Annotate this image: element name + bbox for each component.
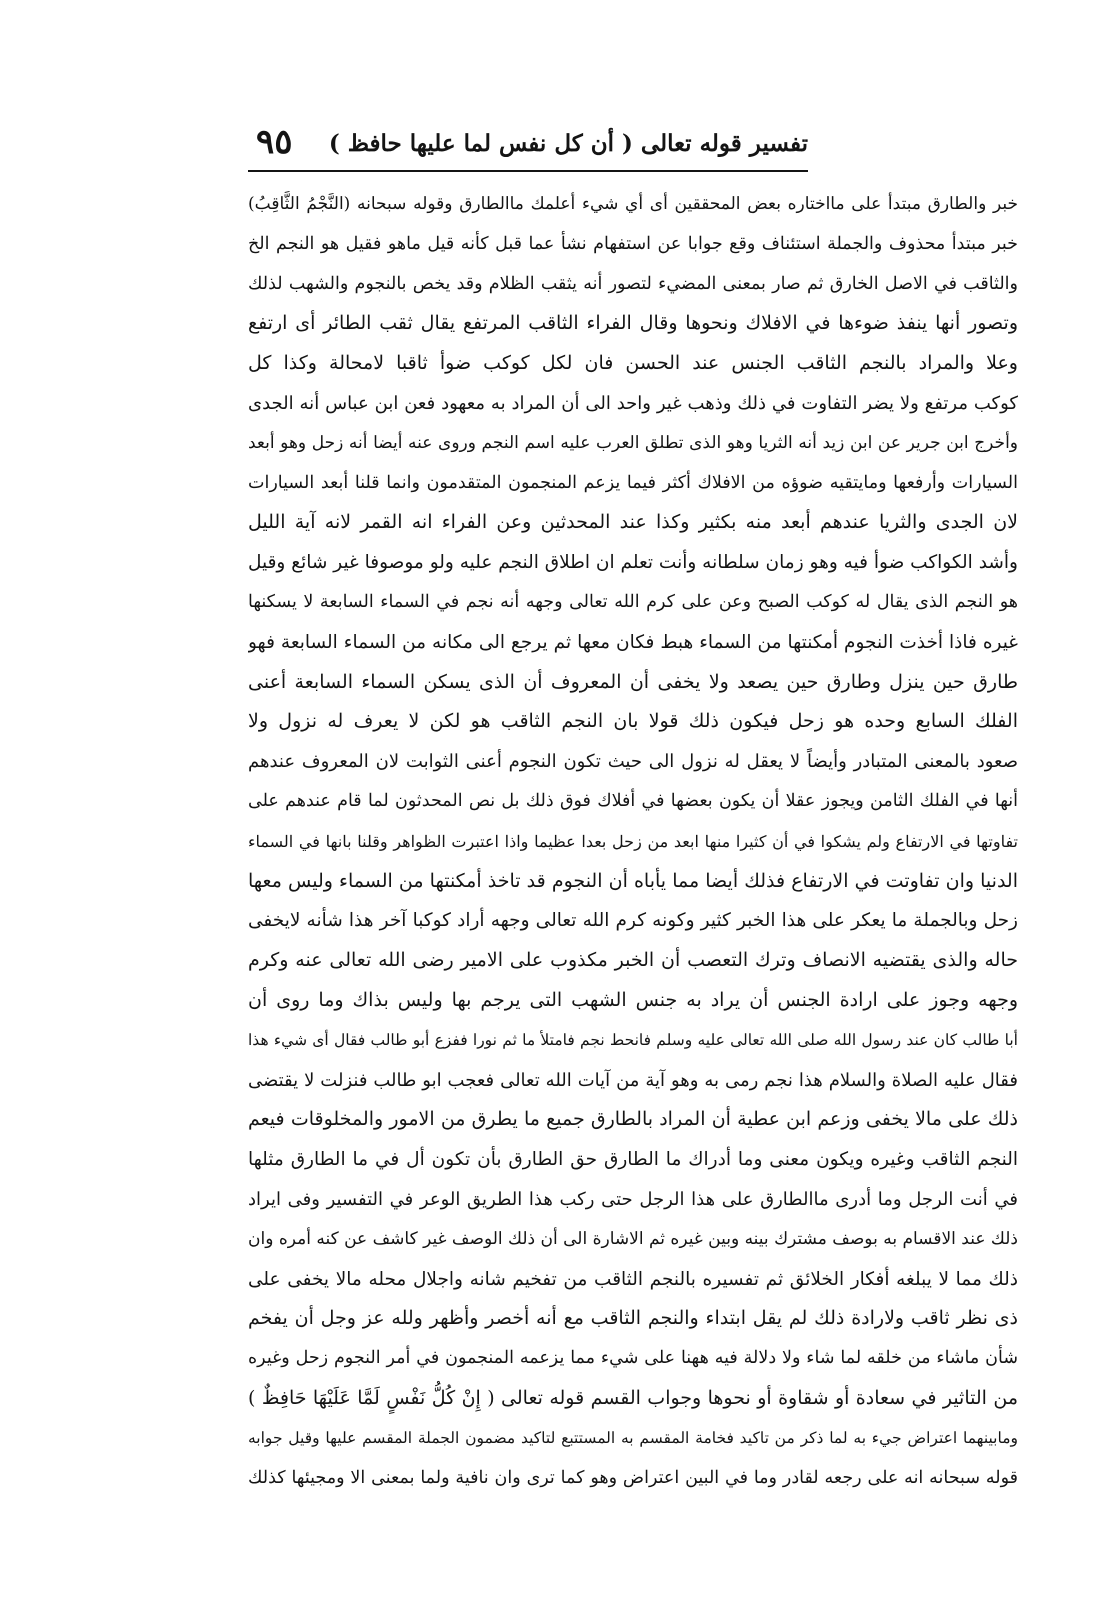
text-line: لان الجدى والثريا عندهم أبعد منه بكثير وكذا عند المحدثين وعن الفراء انه القمر لانه آية الليل [248, 511, 1018, 534]
text-line: أنها في الفلك الثامن ويجوز عقلا أن يكون بعضها في أفلاك فوق ذلك بل نص المحدثون لما قام عندهم على [248, 790, 1018, 811]
text-line: قوله سبحانه انه على رجعه لقادر وما في البين اعتراض وهو كما ترى وان نافية ولما بمعنى الا ومجيئها كذلك [248, 1467, 1018, 1488]
text-line: وتصور أنها ينفذ ضوءها في الافلاك ونحوها وقال الفراء الثاقب المرتفع يقال ثقب الطائر أى ارتفع [248, 312, 1018, 335]
text-line: غيره فاذا أخذت النجوم أمكنتها من السماء هبط فكان معها ثم يرجع الى مكانه من السماء السابعة فهو [248, 631, 1018, 653]
text-line: هو النجم الذى يقال له كوكب الصبح وعن على كرم الله تعالى وجهه أنه نجم في السماء السابعة لا يسكنها [248, 591, 1018, 612]
text-line: الفلك السابع وحده هو زحل فيكون ذلك قولا بان النجم الثاقب هو لكن لا يعرف له نزول ولا [248, 710, 1018, 733]
text-line: تفاوتها في الارتفاع ولم يشكوا في أن كثيرا منها ابعد من زحل بعدا عظيما واذا اعتبرت الظواهر وقلنا بانها في السماء [248, 831, 1018, 851]
text-line: ذى نظر ثاقب ولارادة ذلك لم يقل ابتداء والنجم الثاقب مع أنه أخصر وأظهر ولله عز وجل أن يفخم [248, 1307, 1018, 1330]
text-line: الدنيا وان تفاوتت في الارتفاع فذلك أيضا مما يأباه أن النجوم قد تاخذ أمكنتها من السماء وليس معها [248, 869, 1018, 892]
page-body-text [248, 185, 1018, 1498]
text-line: من التاثير في سعادة أو شقاوة أو نحوها وجواب القسم قوله تعالى ( إِنْ كُلُّ نَفْسٍ لَمَّا عَلَيْهَا حَافِظٌ ) [248, 1386, 1018, 1409]
text-line: زحل وبالجملة ما يعكر على هذا الخبر كثير وكونه كرم الله تعالى وجهه أراد كوكبا آخر هذا شأنه لايخفى [248, 910, 1018, 932]
text-line: وجهه وجوز على ارادة الجنس أن يراد به جنس الشهب التى يرجم بها وليس بذاك وما روى أن [248, 988, 1018, 1011]
text-line: ذلك على مالا يخفى وزعم ابن عطية أن المراد بالطارق جميع ما يطرق من الامور والمخلوقات فيعم [248, 1108, 1018, 1131]
text-line: ومابينهما اعتراض جيء به لما ذكر من تاكيد فخامة المقسم به المستتبع لتاكيد مضمون الجملة المقسم عليها وقيل جوابه [248, 1428, 1018, 1447]
text-line: طارق حين ينزل وطارق حين يصعد ولا يخفى أن المعروف أن الذى يسكن السماء السابعة أعنى [248, 670, 1018, 693]
text-line: ذلك مما لا يبلغه أفكار الخلائق ثم تفسيره بالنجم الثاقب من تفخيم شانه واجلال محله مالا يخفى على [248, 1268, 1018, 1290]
text-line: وأخرج ابن جرير عن ابن زيد أنه الثريا وهو الذى تطلق العرب عليه اسم النجم وروى عنه أيضا أنه زحل وهو أبعد [248, 432, 1018, 453]
text-line: خبر مبتدأ محذوف والجملة استئناف وقع جوابا عن استفهام نشأ عما قبل كأنه قيل ماهو فقيل هو النجم الخ [248, 233, 1018, 254]
text-line: في أنت الرجل وما أدرى ماالطارق على هذا الرجل حتى ركب هذا الطريق الوعر في التفسير وفى ايراد [248, 1188, 1018, 1210]
text-line: صعود بالمعنى المتبادر وأيضاً لا يعقل له نزول الى حيث تكون النجوم أعنى الثوابت لان المعروف عندهم [248, 751, 1018, 773]
text-line: فقال عليه الصلاة والسلام هذا نجم رمى به وهو آية من آيات الله تعالى فعجب ابو طالب فنزلت لا يقتضى [248, 1069, 1018, 1091]
header-rule [248, 170, 808, 172]
text-line: كوكب مرتفع ولا يضر التفاوت في ذلك وذهب غير واحد الى أن المراد به معهود فعن ابن عباس أنه الجدى [248, 392, 1018, 414]
text-line: السيارات وأرفعها ومايتقيه ضوؤه من الافلاك أكثر فيما يزعم المنجمون المتقدمون وانما قلنا أبعد السيارات [248, 472, 1018, 493]
text-line: النجم الثاقب وغيره ويكون معنى وما أدراك ما الطارق حق الطارق بأن تكون أل في ما الطارق مثلها [248, 1149, 1018, 1171]
page-header [248, 120, 808, 176]
running-title: تفسير قوله تعالى ( أن كل نفس لما عليها حافظ ) [328, 130, 808, 157]
text-line: ذلك عند الاقسام به بوصف مشترك بينه وبين غيره ثم الاشارة الى أن ذلك الوصف غير كاشف عن كنه أمره وان [248, 1228, 1018, 1249]
text-line: وأشد الكواكب ضوأ فيه وهو زمان سلطانه وأنت تعلم ان اطلاق النجم عليه ولو موصوفا غير شائع وقيل [248, 552, 1018, 574]
text-line: خبر والطارق مبتدأ على مااختاره بعض المحققين أى أي شيء أعلمك ماالطارق وقوله سبحانه (النَّجْمُ الثَّاقِبُ) [248, 194, 1018, 214]
text-line: وعلا والمراد بالنجم الثاقب الجنس عند الحسن فان لكل كوكب ضوأ ثاقبا لامحالة وكذا كل [248, 352, 1018, 375]
text-line: أبا طالب كان عند رسول الله صلى الله تعالى عليه وسلم فانحط نجم فامتلأ ما ثم نورا ففزع أبو طالب فقال أى شيء هذا [248, 1030, 1018, 1049]
text-line: حاله والذى يقتضيه الانصاف وترك التعصب أن الخبر مكذوب على الامير رضى الله تعالى عنه وكرم [248, 949, 1018, 972]
text-line: والثاقب في الاصل الخارق ثم صار بمعنى المضيء لتصور أنه يثقب الظلام وقد يخص بالنجوم والشهب لذلك [248, 273, 1018, 294]
text-line: شأن ماشاء من خلقه لما شاء ولا دلالة فيه ههنا على شيء مما يزعمه المنجمون في أمر النجوم زحل وغيره [248, 1348, 1018, 1369]
page-number: ٩٥ [256, 122, 293, 162]
